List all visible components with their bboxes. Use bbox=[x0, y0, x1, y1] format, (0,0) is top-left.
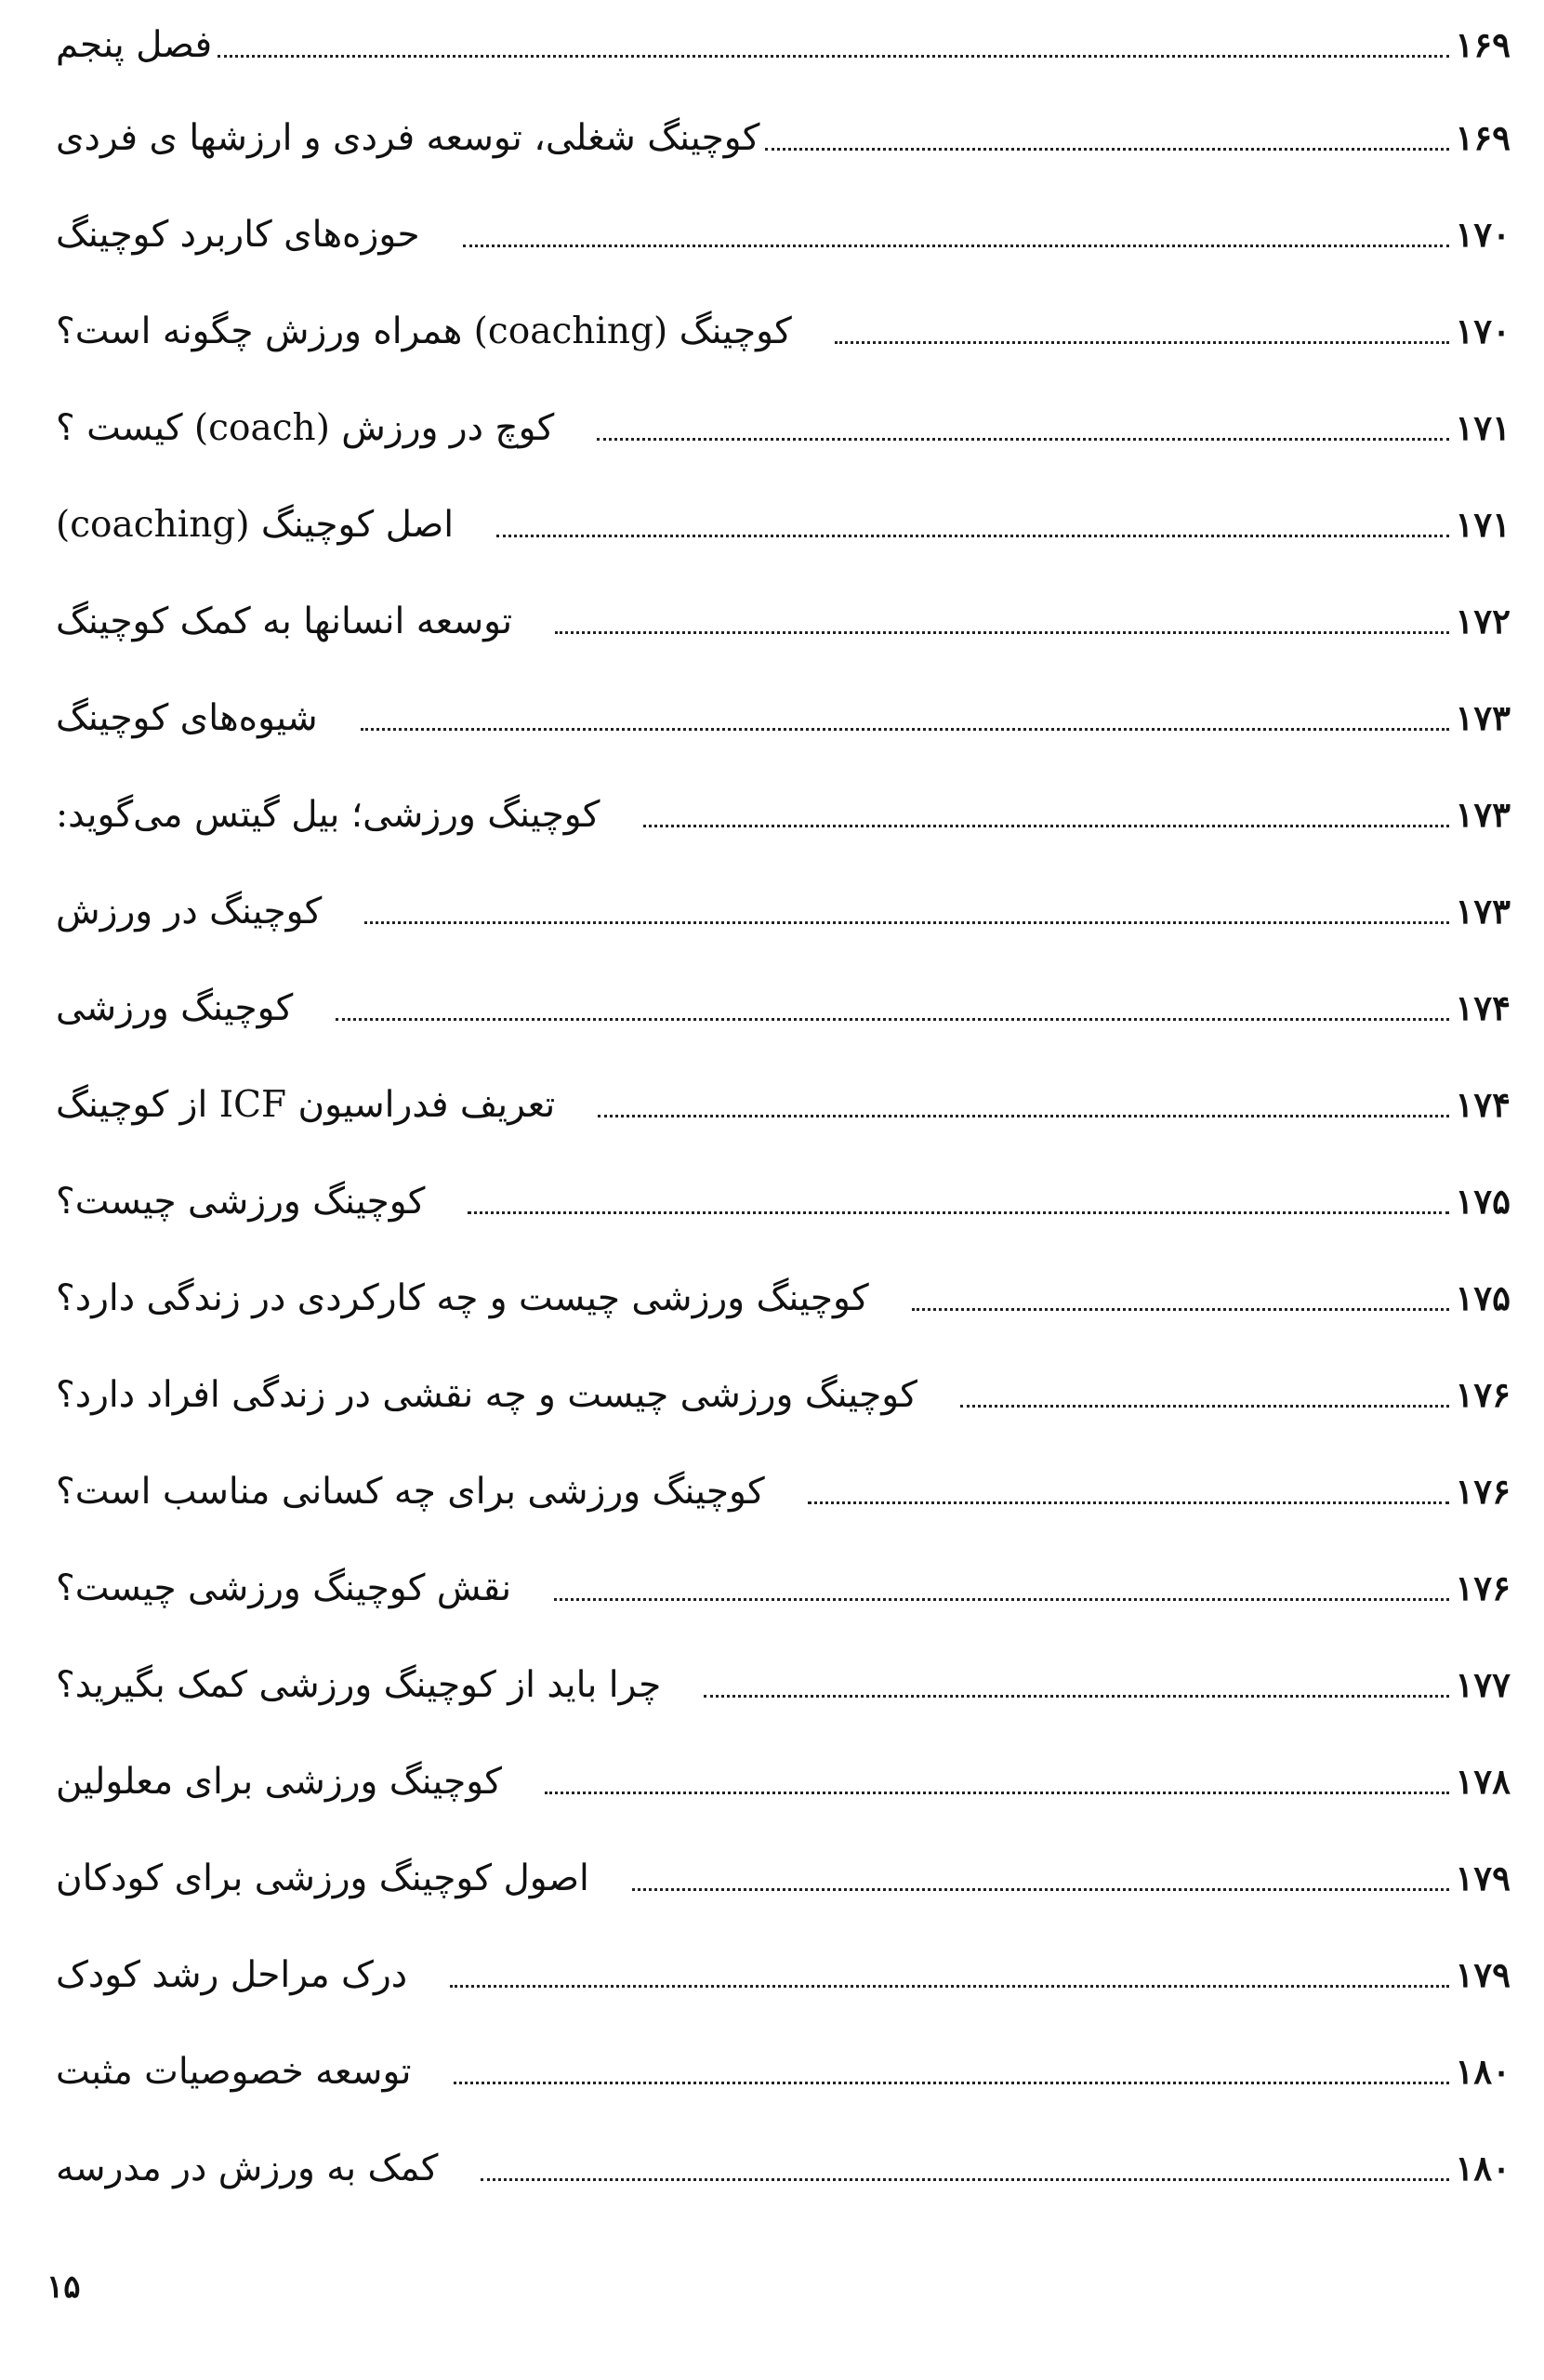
toc-entry-title: کوچینگ ورزشی چیست و چه نقشی در زندگی افراد دارد؟ bbox=[56, 1373, 917, 1416]
toc-entry[interactable] bbox=[56, 379, 1511, 476]
toc-entry[interactable] bbox=[56, 959, 1511, 1056]
toc-entry-title: کوچینگ ورزشی برای چه کسانی مناسب است؟ bbox=[56, 1470, 765, 1513]
dot-leader bbox=[481, 2178, 1449, 2181]
dot-leader bbox=[468, 1211, 1449, 1214]
toc-entry-page: ۱۷۹ bbox=[1455, 1953, 1511, 1995]
page-number: ۱۵ bbox=[46, 2268, 81, 2306]
toc-entry[interactable] bbox=[56, 186, 1511, 283]
toc-entry-page: ۱۷۲ bbox=[1455, 600, 1511, 641]
toc-entry[interactable] bbox=[56, 1153, 1511, 1250]
toc-entry[interactable] bbox=[56, 669, 1511, 766]
toc-entry-title: حوزه‌های کاربرد کوچینگ bbox=[56, 213, 420, 256]
dot-leader bbox=[912, 1308, 1450, 1311]
toc-entry-page: ۱۷۸ bbox=[1455, 1760, 1511, 1802]
toc-entry[interactable] bbox=[56, 476, 1511, 573]
toc-entry-title: چرا باید از کوچینگ ورزشی کمک بگیرید؟ bbox=[56, 1663, 662, 1706]
toc-entry-title: کوچینگ ورزشی؛ بیل گیتس می‌گوید: bbox=[56, 793, 600, 836]
toc-entry-title: کوچینگ ورزشی برای معلولین bbox=[56, 1760, 502, 1803]
toc-entry-title: اصول کوچینگ ورزشی برای کودکان bbox=[56, 1857, 589, 1899]
toc-entry[interactable] bbox=[56, 283, 1511, 379]
toc-entry-title: توسعه انسانها به کمک کوچینگ bbox=[56, 600, 513, 642]
toc-entry-page: ۱۷۷ bbox=[1455, 1663, 1511, 1705]
toc-entry-title: فصل پنجم bbox=[56, 23, 213, 66]
toc-entry-page: ۱۷۶ bbox=[1455, 1373, 1511, 1415]
dot-leader bbox=[545, 1792, 1449, 1794]
toc-entry-page: ۱۷۳ bbox=[1455, 793, 1511, 835]
toc-entry[interactable] bbox=[56, 1056, 1511, 1153]
toc-entry-title: شیوه‌های کوچینگ bbox=[56, 696, 318, 739]
toc-entry-title: کوچینگ (coaching) همراه ورزش چگونه است؟ bbox=[56, 310, 792, 352]
toc-entry[interactable] bbox=[56, 1636, 1511, 1733]
toc-entry-page: ۱۸۰ bbox=[1455, 2147, 1511, 2188]
toc-entry-page: ۱۷۴ bbox=[1455, 986, 1511, 1028]
dot-leader bbox=[554, 1598, 1449, 1601]
toc-entry[interactable] bbox=[56, 1733, 1511, 1830]
toc-entry-page: ۱۷۹ bbox=[1455, 1857, 1511, 1898]
toc-entry-page: ۱۷۰ bbox=[1455, 310, 1511, 351]
toc-entry[interactable] bbox=[56, 89, 1511, 186]
toc-entry-title: کوچ در ورزش (coach) کیست ؟ bbox=[56, 406, 555, 449]
dot-leader bbox=[454, 2082, 1449, 2084]
dot-leader bbox=[336, 1018, 1449, 1021]
toc-entry[interactable] bbox=[56, 1443, 1511, 1540]
toc-entry-title: توسعه خصوصیات مثبت bbox=[56, 2050, 412, 2093]
dot-leader bbox=[361, 728, 1450, 731]
toc-entry-title: کوچینگ در ورزش bbox=[56, 890, 323, 932]
toc-entry-title: کوچینگ ورزشی bbox=[56, 986, 294, 1029]
dot-leader bbox=[450, 1985, 1449, 1988]
dot-leader bbox=[765, 148, 1449, 151]
dot-leader bbox=[632, 1888, 1449, 1891]
toc-entry-page: ۱۷۶ bbox=[1455, 1567, 1511, 1608]
toc-entry-page: ۱۷۵ bbox=[1455, 1180, 1511, 1222]
toc-entry-title: کوچینگ ورزشی چیست؟ bbox=[56, 1180, 426, 1223]
dot-leader bbox=[808, 1501, 1450, 1504]
toc-entry[interactable] bbox=[56, 1830, 1511, 1926]
toc-entry[interactable] bbox=[56, 1926, 1511, 2023]
toc-entry-page: ۱۷۴ bbox=[1455, 1083, 1511, 1125]
dot-leader bbox=[218, 55, 1449, 58]
dot-leader bbox=[704, 1695, 1449, 1698]
toc-entry-page: ۱۷۱ bbox=[1455, 406, 1511, 448]
toc-entry-page: ۱۷۶ bbox=[1455, 1470, 1511, 1512]
toc-entry-page: ۱۶۹ bbox=[1455, 116, 1511, 158]
toc-entry-page: ۱۷۱ bbox=[1455, 503, 1511, 545]
toc-entry[interactable] bbox=[56, 766, 1511, 863]
toc-entry-page: ۱۷۰ bbox=[1455, 213, 1511, 255]
toc-entry-title: کمک به ورزش در مدرسه bbox=[56, 2147, 439, 2189]
toc-entry-title: درک مراحل رشد کودک bbox=[56, 1953, 408, 1996]
dot-leader bbox=[643, 825, 1450, 827]
toc-entry[interactable] bbox=[56, 573, 1511, 669]
toc-entry[interactable] bbox=[56, 1540, 1511, 1636]
dot-leader bbox=[496, 535, 1449, 537]
toc-entry[interactable] bbox=[56, 863, 1511, 959]
dot-leader bbox=[960, 1405, 1449, 1408]
toc-entry-page: ۱۷۳ bbox=[1455, 890, 1511, 932]
toc-entry-page: ۱۷۳ bbox=[1455, 696, 1511, 738]
toc-entry-chapter-5[interactable] bbox=[56, 0, 1511, 89]
toc-entry-page: ۱۸۰ bbox=[1455, 2050, 1511, 2092]
dot-leader bbox=[364, 921, 1449, 924]
toc-entry[interactable] bbox=[56, 2023, 1511, 2120]
dot-leader bbox=[835, 341, 1450, 344]
toc-entry-page: ۱۷۵ bbox=[1455, 1276, 1511, 1318]
dot-leader bbox=[598, 1115, 1449, 1117]
toc-entry-title: نقش کوچینگ ورزشی چیست؟ bbox=[56, 1567, 512, 1609]
toc-entry-title: تعریف فدراسیون ICF از کوچینگ bbox=[56, 1083, 556, 1126]
toc-entry[interactable] bbox=[56, 1346, 1511, 1443]
toc-entry-title: کوچینگ شغلی، توسعه فردی و ارزشها ی فردی bbox=[56, 116, 760, 159]
table-of-contents bbox=[56, 0, 1511, 2216]
toc-entry-page: ۱۶۹ bbox=[1455, 23, 1511, 65]
toc-entry-title: کوچینگ ورزشی چیست و چه کارکردی در زندگی دارد؟ bbox=[56, 1276, 869, 1319]
toc-entry[interactable] bbox=[56, 1250, 1511, 1346]
toc-entry[interactable] bbox=[56, 2120, 1511, 2216]
dot-leader bbox=[463, 245, 1450, 247]
dot-leader bbox=[597, 438, 1449, 441]
dot-leader bbox=[555, 631, 1449, 634]
toc-entry-title: اصل کوچینگ (coaching) bbox=[56, 503, 455, 546]
